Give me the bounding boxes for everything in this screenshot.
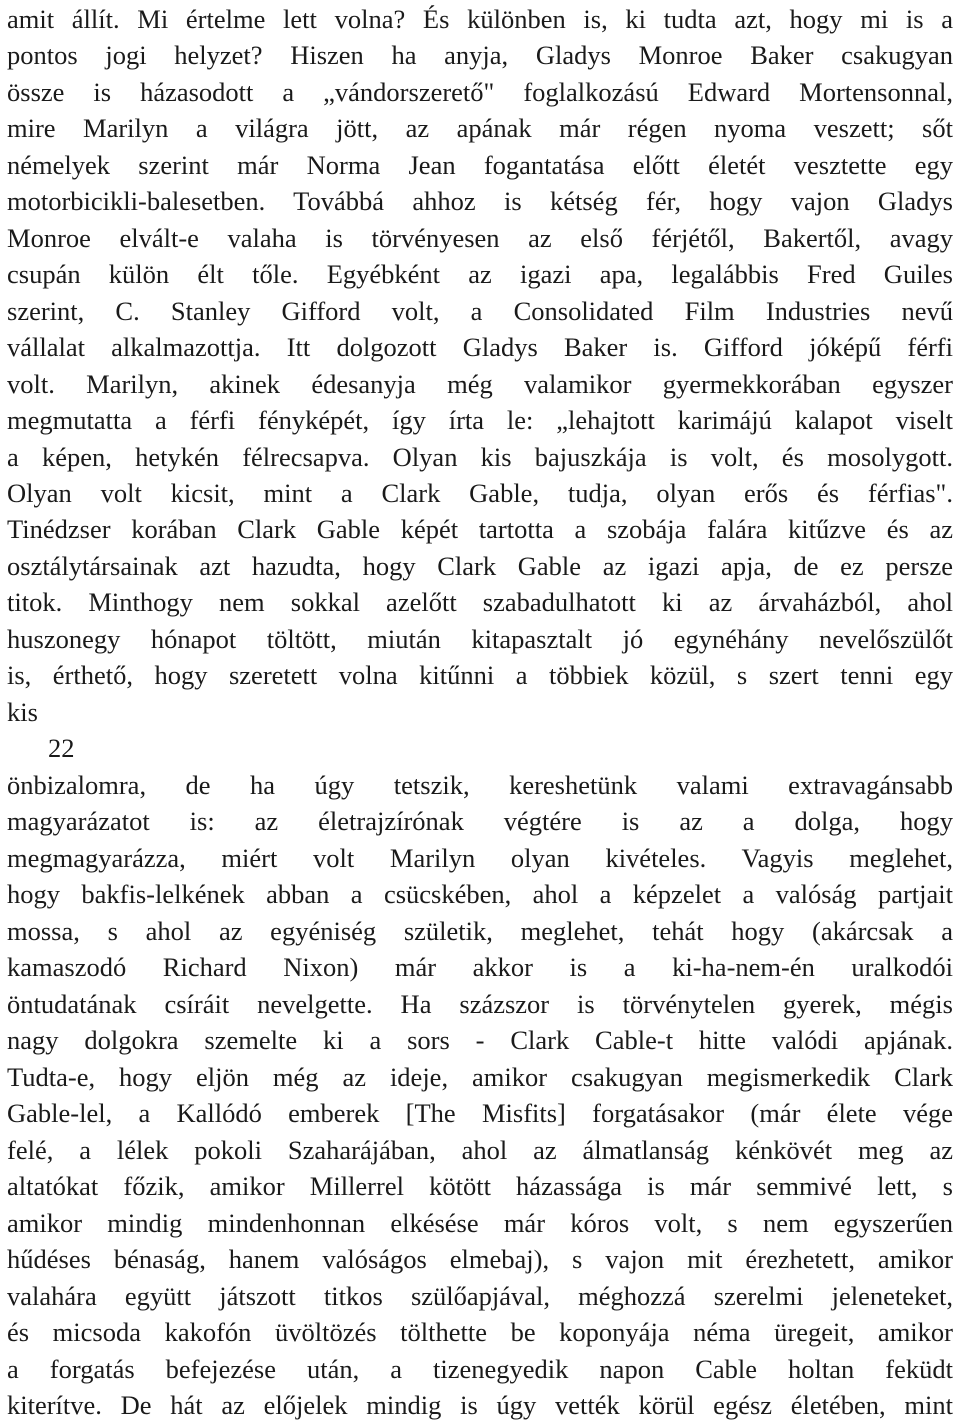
text-line: a képen, hetykén félrecsapva. Olyan kis bajuszkája is volt, és mosolygott. <box>7 442 953 472</box>
text-line: hűdéses bénaság, hanem valóságos elmebaj), s vajon mit érezhetett, amikor <box>7 1244 953 1274</box>
text-line: motorbicikli-balesetben. Továbbá ahhoz is kétség fér, hogy vajon Gladys <box>7 186 953 216</box>
text-line: is, érthető, hogy szeretett volna kitűnni a többiek közül, s szert tenni egy <box>7 660 953 690</box>
page-number: 22 <box>48 733 75 763</box>
text-line: megmutatta a férfi fényképét, így írta le: „lehajtott karimájú kalapot viselt <box>7 405 953 435</box>
text-line: megmagyarázza, miért volt Marilyn olyan kivételes. Vagyis meglehet, <box>7 843 953 873</box>
text-line: kis <box>7 697 38 727</box>
text-line: pontos jogi helyzet? Hiszen ha anyja, Gladys Monroe Baker csakugyan <box>7 40 953 70</box>
text-line: Gable-lel, a Kallódó emberek [The Misfits] forgatásakor (már élete vége <box>7 1098 953 1128</box>
text-line: amit állít. Mi értelme lett volna? És különben is, ki tudta azt, hogy mi is a <box>7 4 953 34</box>
text-line: felé, a lélek pokoli Szaharájában, ahol az álmatlanság kénkövét meg az <box>7 1135 953 1165</box>
text-line: mire Marilyn a világra jött, az apának már régen nyoma veszett; sőt <box>7 113 953 143</box>
text-line: altatókat főzik, amikor Millerrel kötött házassága is már semmivé lett, s <box>7 1171 953 1201</box>
text-line: némelyek szerint már Norma Jean fogantatása előtt életét vesztette egy <box>7 150 953 180</box>
text-line: volt. Marilyn, akinek édesanyja még valamikor gyermekkorában egyszer <box>7 369 953 399</box>
text-line: a forgatás befejezése után, a tizenegyedik napon Cable holtan feküdt <box>7 1354 953 1384</box>
text-line: mossa, s ahol az egyéniség születik, meglehet, tehát hogy (akárcsak a <box>7 916 953 946</box>
text-line: amikor mindig mindenhonnan elkésése már kóros volt, s nem egyszerűen <box>7 1208 953 1238</box>
text-line: nagy dolgokra szemelte ki a sors - Clark Cable-t hitte valódi apjának. <box>7 1025 953 1055</box>
text-line: vállalat alkalmazottja. Itt dolgozott Gladys Baker is. Gifford jóképű férfi <box>7 332 953 362</box>
text-line: Tinédzser korában Clark Gable képét tartotta a szobája falára kitűzve és az <box>7 514 953 544</box>
text-line: hogy bakfis-lelkének abban a csücskében, ahol a képzelet a valóság partjait <box>7 879 953 909</box>
text-line: szerint, C. Stanley Gifford volt, a Consolidated Film Industries nevű <box>7 296 953 326</box>
text-line: és micsoda kakofón üvöltözés tölthette be koponyája néma üregeit, amikor <box>7 1317 953 1347</box>
text-line: öntudatának csíráit nevelgette. Ha százszor is törvénytelen gyerek, mégis <box>7 989 953 1019</box>
text-line: önbizalomra, de ha úgy tetszik, kereshetünk valami extravagánsabb <box>7 770 953 800</box>
text-line: valahára együtt játszott titkos szülőapjával, méghozzá szerelmi jeleneteket, <box>7 1281 953 1311</box>
text-line: titok. Minthogy nem sokkal azelőtt szabadulhatott ki az árvaházból, ahol <box>7 587 953 617</box>
text-line: Olyan volt kicsit, mint a Clark Gable, tudja, olyan erős és férfias". <box>7 478 953 508</box>
text-line: Tudta-e, hogy eljön még az ideje, amikor csakugyan megismerkedik Clark <box>7 1062 953 1092</box>
text-line: huszonegy hónapot töltött, miután kitapasztalt jó egynéhány nevelőszülőt <box>7 624 953 654</box>
text-line: csupán külön élt tőle. Egyébként az igazi apa, legalábbis Fred Guiles <box>7 259 953 289</box>
text-line: magyarázatot is: az életrajzírónak végtére is az a dolga, hogy <box>7 806 953 836</box>
text-line: osztálytársainak azt hazudta, hogy Clark Gable az igazi apja, de ez persze <box>7 551 953 581</box>
text-line: Monroe elvált-e valaha is törvényesen az első férjétől, Bakertől, avagy <box>7 223 953 253</box>
text-line: kamaszodó Richard Nixon) már akkor is a ki-ha-nem-én uralkodói <box>7 952 953 982</box>
text-line: össze is házasodott a „vándorszerető" foglalkozású Edward Mortensonnal, <box>7 77 953 107</box>
text-line: kiterítve. De hát az előjelek mindig is úgy vették körül egész életében, mint <box>7 1390 953 1420</box>
